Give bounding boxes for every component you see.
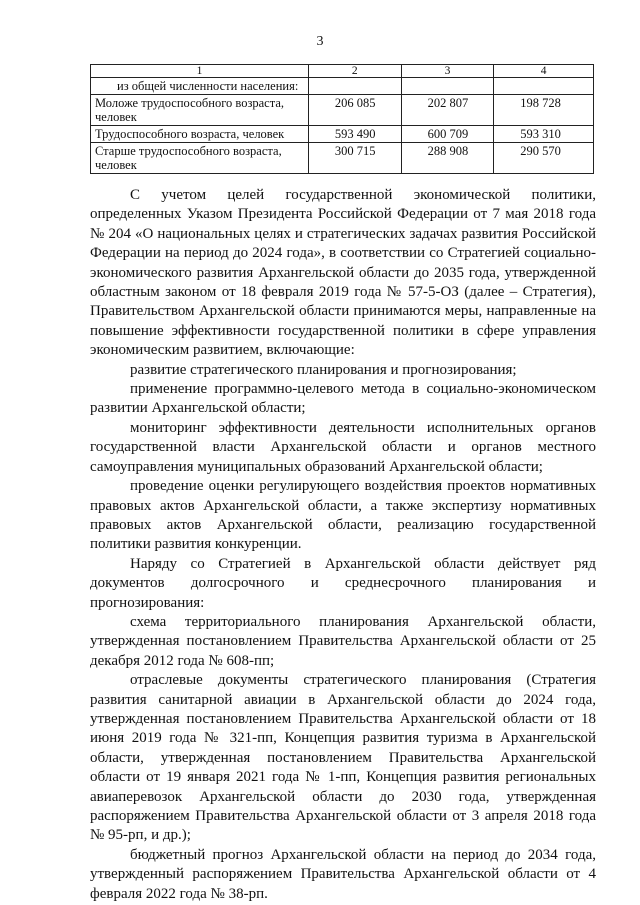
- table-header-cell: 3: [401, 65, 494, 78]
- paragraph: применение программно-целевого метода в социально-экономическом развитии Архангельской области;: [90, 381, 596, 417]
- paragraph: схема территориального планирования Архангельской области, утвержденная постановлением Правительства Архангельской области от 25 декабря 2012 года № 608-пп;: [90, 613, 596, 669]
- row-label: Старше трудоспособного возраста, человек: [91, 143, 309, 174]
- table-cell: 600 709: [401, 126, 494, 143]
- paragraph: мониторинг эффективности деятельности исполнительных органов государственной власти Архангельской области и органов местного самоуправления муниципальных образований Архангельской области;: [90, 419, 596, 475]
- table-header-cell: 1: [91, 65, 309, 78]
- table-cell: 206 085: [308, 95, 401, 126]
- document-body: [90, 186, 596, 904]
- table-cell: 300 715: [308, 143, 401, 174]
- table-cell: 198 728: [494, 95, 594, 126]
- table-cell: [308, 78, 401, 95]
- table-cell: 288 908: [401, 143, 494, 174]
- table-cell: 593 490: [308, 126, 401, 143]
- paragraph: Наряду со Стратегией в Архангельской области действует ряд документов долгосрочного и среднесрочного планирования и прогнозирования:: [90, 555, 596, 611]
- table-row: [91, 143, 594, 174]
- table-row: [91, 126, 594, 143]
- paragraph: бюджетный прогноз Архангельской области на период до 2034 года, утвержденный распоряжением Правительства Архангельской области от 4 февраля 2022 года № 38-рп.: [90, 846, 596, 902]
- table-row: [91, 95, 594, 126]
- table-cell: 593 310: [494, 126, 594, 143]
- paragraph: развитие стратегического планирования и прогнозирования;: [130, 361, 517, 378]
- table-subheader-row: [91, 78, 594, 95]
- table-cell: 290 570: [494, 143, 594, 174]
- table-cell: [494, 78, 594, 95]
- table-header-cell: 4: [494, 65, 594, 78]
- table-subheader-label: из общей численности населения:: [91, 78, 309, 95]
- table-header-row: [91, 65, 594, 78]
- row-label: Моложе трудоспособного возраста, человек: [91, 95, 309, 126]
- paragraph: отраслевые документы стратегического планирования (Стратегия развития санитарной авиации в Архангельской области до 2024 года, утвержденная постановлением Правительства Архангельской области от 18 июня 2019 года № 321-пп, Концепция развития туризма в Архангельской области, утвержденная постановлением Правительства Архангельской области от 19 января 2021 года № 1-пп, Концепция развития региональных авиаперевозок Архангельской области до 2030 года, утвержденная распоряжением Правительства Архангельской области от 3 апреля 2018 года № 95-рп, и др.);: [90, 672, 596, 844]
- paragraph: проведение оценки регулирующего воздействия проектов нормативных правовых актов Архангельской области, а также экспертизу нормативных правовых актов Архангельской области, реализацию государственной политики развития конкуренции.: [90, 478, 596, 553]
- page-number: 3: [316, 34, 324, 49]
- table-header-cell: 2: [308, 65, 401, 78]
- table-cell: [401, 78, 494, 95]
- population-table: [90, 64, 594, 174]
- paragraph: С учетом целей государственной экономической политики, определенных Указом Президента Российской Федерации от 7 мая 2018 года № 204 «О национальных целях и стратегических задачах развития Российской Федерации на период до 2024 года», в соответствии со Стратегией социально-экономического развития Архангельской области до 2035 года, утвержденной областным законом от 18 февраля 2019 года № 57-5-ОЗ (далее – Стратегия), Правительством Архангельской области принимаются меры, направленные на повышение эффективности государственной политики в сфере управления экономическим развитием, включающие:: [90, 187, 596, 359]
- row-label: Трудоспособного возраста, человек: [91, 126, 309, 143]
- table-cell: 202 807: [401, 95, 494, 126]
